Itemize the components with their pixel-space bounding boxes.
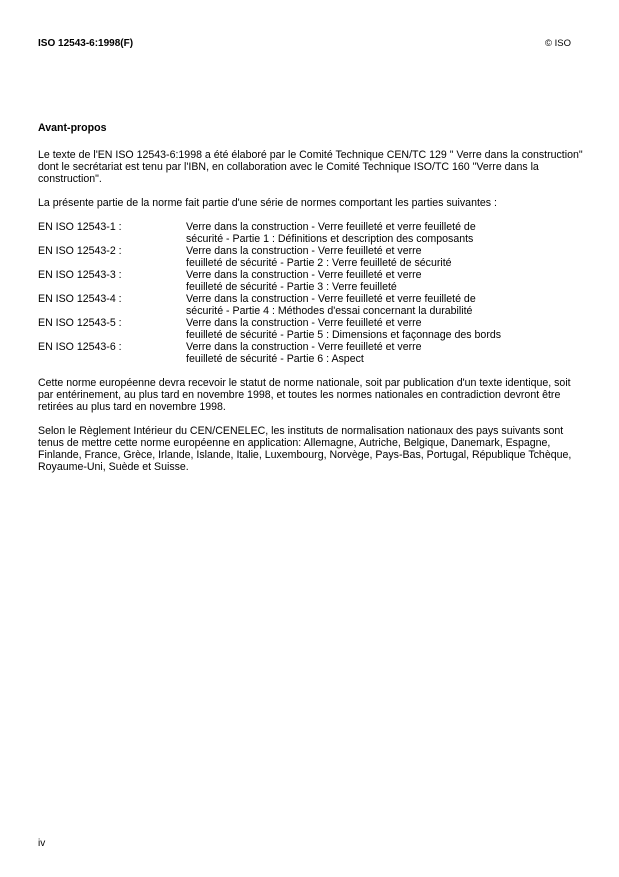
part-reference: EN ISO 12543-3 : [38,269,122,281]
page-body [38,122,583,485]
part-description-line: Verre dans la construction - Verre feuilleté et verre feuilleté de [186,221,476,233]
section-title: Avant-propos [38,122,107,134]
part-description-line: feuilleté de sécurité - Partie 2 : Verre feuilleté de sécurité [186,257,452,269]
part-row [38,293,583,317]
part-reference: EN ISO 12543-1 : [38,221,122,233]
part-description-line: Verre dans la construction - Verre feuilleté et verre feuilleté de [186,293,476,305]
countries-paragraph: Selon le Règlement Intérieur du CEN/CENELEC, les instituts de normalisation nationaux des pays suivants sont tenus de mettre cette norme européenne en application: Allemagne, Autriche, Belgique, Danemark, Espagne, Finlande, France, Grèce, Irlande, Islande, Italie, Luxembourg, Norvège, Pays-Bas, Portugal, République Tchèque, Royaume-Uni, Suède et Suisse. [38,425,572,473]
part-row [38,221,583,245]
status-paragraph: Cette norme européenne devra recevoir le statut de norme nationale, soit par publication d'un texte identique, soit par entérinement, au plus tard en novembre 1998, et toutes les normes nationales en contradiction devront être retirées au plus tard en novembre 1998. [38,377,571,413]
part-reference: EN ISO 12543-2 : [38,245,122,257]
copyright-notice: © ISO [544,38,571,49]
part-description [186,293,583,317]
part-description-line: Verre dans la construction - Verre feuilleté et verre [186,269,422,281]
part-row [38,245,583,269]
part-description-line: sécurité - Partie 4 : Méthodes d'essai concernant la durabilité [186,305,473,317]
part-description [186,317,583,341]
part-description [186,269,583,293]
part-reference: EN ISO 12543-6 : [38,341,122,353]
part-description-line: Verre dans la construction - Verre feuilleté et verre [186,245,422,257]
part-description-line: feuilleté de sécurité - Partie 5 : Dimensions et façonnage des bords [186,329,502,341]
page-number: iv [38,838,46,849]
part-description-line: Verre dans la construction - Verre feuilleté et verre [186,341,422,353]
part-description-line: Verre dans la construction - Verre feuilleté et verre [186,317,422,329]
part-description [186,221,583,245]
part-reference: EN ISO 12543-4 : [38,293,122,305]
part-description [186,245,583,269]
part-description-line: feuilleté de sécurité - Partie 3 : Verre feuilleté [186,281,397,293]
intro-paragraph: Le texte de l'EN ISO 12543-6:1998 a été élaboré par le Comité Technique CEN/TC 129 " Verre dans la construction" dont le secrétariat est tenu par l'IBN, en collaboration avec le Comité Technique ISO/TC 160 "Verre dans la construction". [38,149,583,185]
parts-list [38,221,583,365]
part-reference: EN ISO 12543-5 : [38,317,122,329]
part-description-line: sécurité - Partie 1 : Définitions et description des composants [186,233,474,245]
part-row [38,269,583,293]
document-id: ISO 12543-6:1998(F) [38,38,134,49]
part-row [38,341,583,365]
part-row [38,317,583,341]
part-description [186,341,583,365]
series-paragraph: La présente partie de la norme fait partie d'une série de normes comportant les parties suivantes : [38,197,497,209]
part-description-line: feuilleté de sécurité - Partie 6 : Aspect [186,353,364,365]
